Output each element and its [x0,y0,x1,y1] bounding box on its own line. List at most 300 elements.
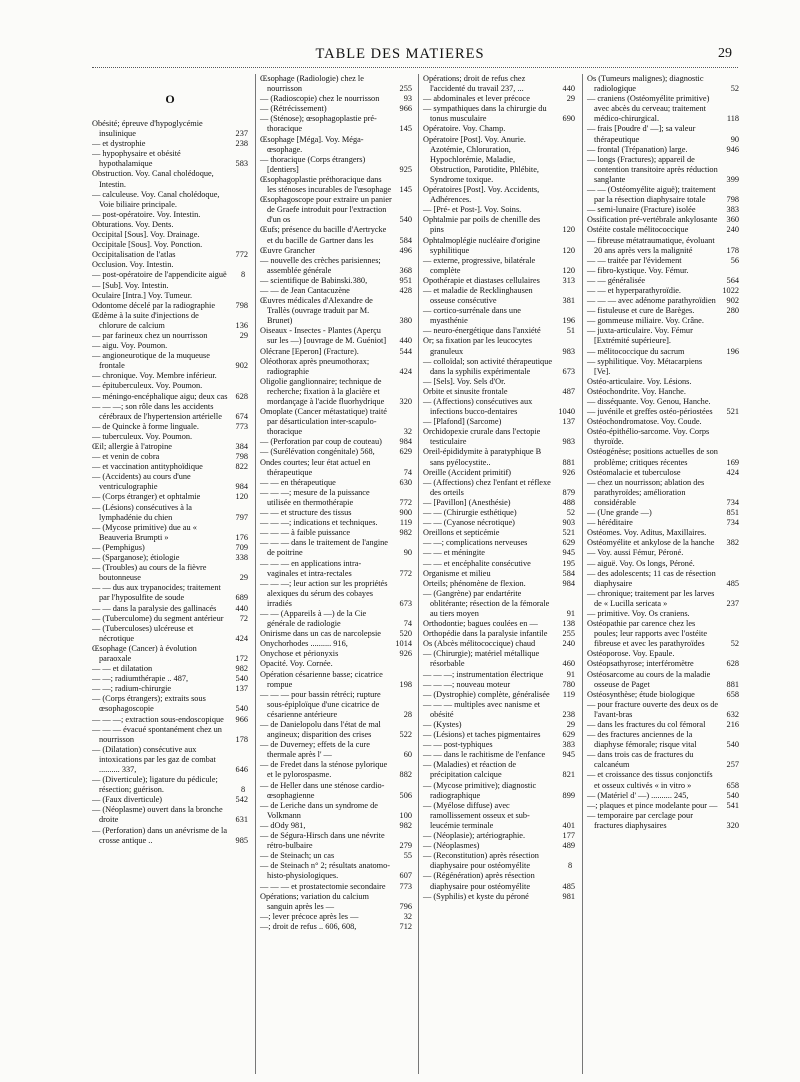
index-entry-term: — — et structure des tissus [260,508,352,518]
index-entry [587,730,739,750]
index-entry-term: — (Néoplasmes) [423,841,480,851]
index-entry-term: — pour fracture ouverte des deux os de l'avant-bras [587,699,719,719]
index-entry-term: Ophtalmie par poils de chenille des pins [423,215,541,235]
index-entry-page: 796 [399,901,412,911]
index-entry [587,256,739,266]
index-entry [587,124,739,144]
index-entry-page: 540 [726,790,739,800]
index-entry-page: 489 [562,841,575,851]
index-entry-page: 798 [235,452,248,462]
index-entry-page: 119 [399,518,412,528]
index-entry-term: — (Tuberculoses) ulcéreuse et nécrotique [92,623,194,643]
index-entry [423,468,575,478]
index-entry [260,629,412,639]
index-entry-term: — des fractures anciennes de la diaphyse fémorale; risque vital [587,730,697,750]
index-entry-term: Œsophagoscope pour extraire un panier de Graefe introduit pour l'extraction d'un os [260,195,392,225]
index-entry-term: — héréditaire [587,518,633,528]
index-entry-term: Os (Abcès mélitococcique) chaud [423,639,536,649]
index-entry-page: 982 [399,820,412,830]
index-entry [92,210,248,220]
index-entry [423,124,575,134]
index-entry [260,326,412,346]
index-entry [260,286,412,296]
index-entry [423,548,575,558]
index-entry-term: — mélitococcique du sacrum [587,346,685,356]
index-entry [423,286,575,306]
index-entry-page: 926 [562,467,575,477]
index-entry [92,503,248,523]
index-entry-term: — de Steinach; un cas [260,851,335,861]
index-entry-page: 137 [235,684,248,694]
index-entry-term: — (Diverticule); ligature du pédicule; résection; guérison. [92,775,218,795]
index-entry [260,488,412,508]
index-entry-term: — primitive. Voy. Os craniens. [587,608,690,618]
index-entry-page: 628 [726,659,739,669]
index-entry-page: 313 [562,275,575,285]
index-entry-term: — — — évacué spontanément chez un nourrisson [92,724,222,744]
index-entry [260,801,412,821]
index-entry [260,458,412,478]
index-entry [423,760,575,780]
index-entry-page: 607 [399,871,412,881]
index-entry-term: — et vaccination antityphoïdique [92,462,203,472]
index-entry-page: 29 [239,573,248,583]
index-entry-term: Orchidopexie crurale dans l'ectopie testiculaire [423,427,541,447]
index-entry-page: 540 [235,674,248,684]
index-entry [92,583,248,603]
index-entry [92,169,248,189]
index-entry [587,508,739,518]
index-entry-term: — (Matériel d' —) .......... 245, [587,790,689,800]
index-entry [260,912,412,922]
index-entry-term: Œuvres médicales d'Alexandre de Trallès (ouvrage traduit par M. Brunet) [260,296,373,326]
index-entry-term: Ostéochondrite. Voy. Hanche. [587,386,686,396]
index-entry-page: 899 [562,790,575,800]
index-entry-page: 383 [562,740,575,750]
index-entry-term: — des adolescents; 11 cas de résection diaphysaire [587,568,716,588]
index-entry [260,882,412,892]
index-entry-page: 90 [730,134,739,144]
index-entry-term: — cortico-surrénale dans une myasthénie [423,306,521,326]
index-entry-page: 985 [235,835,248,845]
index-entry [260,518,412,528]
index-entry-term: Occipitalisation de l'atlas [92,250,176,260]
index-entry-term: — (Perforation par coup de couteau) [260,437,382,447]
index-entry-page: 320 [726,820,739,830]
index-entry-term: Oligolie ganglionnaire; technique de recherche; fixation à la glacière et mordançage à l'acide fluorhydrique [260,376,385,406]
index-entry [587,518,739,528]
index-entry-page: 945 [562,548,575,558]
index-entry-page: 689 [235,593,248,603]
index-entry-term: — — —; son rôle dans les accidents cérébraux de l'hypertension artérielle [92,401,222,421]
index-entry [92,462,248,472]
index-entry-page: 176 [235,532,248,542]
index-entry-term: —; droit de refus .. 606, 608, [260,921,357,931]
index-entry-page: 946 [726,144,739,154]
index-entry-page: 440 [399,336,412,346]
index-entry-page: 882 [399,770,412,780]
index-entry-page: 903 [562,518,575,528]
index-entry-page: 29 [566,720,575,729]
index-entry-term: — (Surélévation congénitale) 568, [260,447,375,457]
index-entry [587,548,739,558]
index-entry [92,745,248,775]
index-entry-term: — aiguë. Voy. Os longs, Péroné. [587,558,695,568]
index-entry [587,468,739,478]
index-entry-page: 257 [726,760,739,770]
index-entry-term: Obturations. Voy. Dents. [92,219,174,229]
index-entry [423,619,575,629]
index-entry-page: 52 [566,508,575,518]
index-entry [423,538,575,548]
index-entry [423,680,575,690]
index-entry-term: — — —; mesure de la puissance utilisée en thermothérapie [260,487,370,507]
index-entry-page: 460 [562,659,575,669]
index-entry [260,781,412,801]
index-entry-term: — de Quincke à forme linguale. [92,421,199,431]
index-entry-term: — [Pavillon] (Anesthésie) [423,497,511,507]
index-entry-page: 51 [566,326,575,336]
index-entry [587,276,739,286]
index-entry [92,452,248,462]
index-entry [587,145,739,155]
index-entry [423,629,575,639]
index-entry [92,442,248,452]
index-entry [423,871,575,891]
index-entry-term: — — de Jean Cantacuzène [260,285,350,295]
index-entry-term: Oculaire [Intra.] Voy. Tumeur. [92,290,193,300]
index-entry-term: — semi-lunaire (Fracture) isolée [587,205,696,215]
index-entry-page: 673 [562,366,575,376]
index-entry-term: Oléothorax après pneumothorax; radiographie [260,356,370,376]
index-entry-page: 120 [562,245,575,255]
index-entry-term: — craniens (Ostéomyélite primitive) avec abcès du cerveau; traitement médico-chirurgical. [587,94,710,124]
index-entry-term: Orthopédie dans la paralysie infantile [423,629,548,639]
index-entry [587,387,739,397]
index-entry-page: 237 [726,598,739,608]
index-entry-term: — sympathiques dans la chirurgie du tonus musculaire [423,104,547,124]
index-entry-term: — (Sténose); œsophagoplastie pré-thoracique [260,114,377,134]
index-entry-page: 925 [399,164,412,174]
index-entry-page: 196 [726,346,739,356]
index-entry-term: — longs (Fractures); appareil de contention transitoire après réduction sanglante [587,154,718,184]
index-entry [423,417,575,427]
index-entry-term: — [Sub]. Voy. Intestin. [92,280,169,290]
index-entry [423,205,575,215]
index-entry-term: — — —; leur action sur les propriétés alexiques du sérum des cobayes irradiés [260,578,388,608]
index-entry-page: 521 [726,407,739,417]
index-entry [587,750,739,770]
index-entry [92,240,248,250]
index-entry-page: 90 [403,548,412,558]
index-entry-term: Oreil-épididymite à paratyphique B sans pyélocystite.. [423,447,542,467]
index-entry-page: 584 [562,568,575,578]
index-entry [92,220,248,230]
index-entry-term: — [Pré- et Post-]. Voy. Soins. [423,205,522,215]
index-entry-page: 384 [235,442,248,451]
index-entry [587,397,739,407]
index-entry-term: — —; radiumthérapie .. 487, [92,674,189,684]
index-entry-term: — — — et prostatectomie secondaire [260,881,386,891]
index-entry [92,563,248,583]
index-entry [423,851,575,871]
index-entry-term: — de Leriche dans un syndrome de Volkmann [260,800,378,820]
index-entry-page: 1040 [558,407,575,417]
index-columns [92,74,738,1074]
index-entry-page: 485 [562,881,575,891]
index-entry [423,831,575,841]
index-entry [260,670,412,690]
index-entry [587,326,739,346]
index-entry-page: 8 [247,270,248,280]
index-entry-page: 240 [726,225,739,235]
index-entry-term: Occlusion. Voy. Intestin. [92,260,174,270]
index-entry-page: 900 [399,508,412,518]
index-entry-term: Œufs; présence du bacille d'Aertrycke et du bacille de Gartner dans les [260,225,387,245]
index-entry [423,478,575,498]
index-entry-term: Œsophage [Méga]. Voy. Méga-œsophage. [260,134,364,154]
index-entry-term: — — en thérapeutique [260,477,336,487]
index-entry-term: Or; sa fixation par les leucocytes granuleux [423,336,532,356]
index-entry [260,155,412,175]
index-entry-page: 280 [726,306,739,316]
index-entry [423,508,575,518]
index-entry [423,892,575,902]
index-column-1 [92,74,248,1074]
index-entry [587,236,739,256]
index-entry [587,266,739,276]
index-entry-term: Œdème à la suite d'injections de chlorure de calcium [92,310,199,330]
index-entry [92,392,248,402]
index-entry-term: — — généralisée [587,275,646,285]
index-entry-term: Ostéosynthèse; étude biologique [587,689,695,699]
index-entry [587,306,739,316]
index-entry [92,371,248,381]
index-entry [92,805,248,825]
index-entry-page: 902 [726,296,739,306]
index-entry-page: 279 [399,841,412,851]
index-entry-term: — —; radium-chirurgie [92,684,172,694]
index-entry-term: — — et méningite [423,548,485,558]
index-entry-page: 380 [399,316,412,326]
index-entry-page: 632 [726,709,739,719]
index-entry [587,670,739,690]
index-entry-page: 646 [235,765,248,774]
index-entry-term: — (Rétrécissement) [260,104,327,114]
index-entry-term: — — — à faible puissance [260,528,351,538]
index-entry [423,236,575,256]
index-entry-page: 881 [726,679,739,689]
index-entry [260,609,412,629]
index-entry-page: 822 [235,462,248,472]
index-entry [587,447,739,467]
index-entry-term: — post-opératoire de l'appendicite aiguë [92,270,227,280]
index-entry [587,649,739,659]
index-entry-term: — juvénile et greffes ostéo-périostées [587,407,713,417]
index-entry-term: — et venin de cobra [92,452,160,462]
index-entry [92,543,248,553]
index-entry [423,750,575,760]
index-entry-term: — (Perforation) dans un anévrisme de la crosse antique .. [92,825,228,845]
index-entry-term: — (Gangrène) par endartérite oblitérante; résection de la fémorale au tiers moyen [423,588,550,618]
index-entry-page: 118 [726,114,739,124]
index-entry-term: Œil; allergie à l'atropine [92,442,172,451]
index-entry [423,740,575,750]
index-entry-term: — (Faux diverticule) [92,795,163,805]
index-entry-page: 177 [562,831,575,841]
index-entry [260,246,412,256]
index-entry-page: 945 [562,750,575,760]
index-entry-term: — par farineux chez un nourrisson [92,330,208,340]
index-entry-page: 255 [562,629,575,639]
index-entry-term: — fibreuse métatraumatique, évoluant 20 ans après vers la malignité [587,235,715,255]
index-entry-page: 983 [562,346,575,356]
index-entry-page: 32 [403,427,412,437]
header-rule [92,67,738,68]
index-entry-term: — dans trois cas de fractures du calcanéum [587,750,694,770]
index-entry [587,559,739,569]
index-entry [92,472,248,492]
index-entry [92,664,248,674]
index-entry-page: 237 [235,129,248,139]
index-entry [92,341,248,351]
index-entry-page: 584 [399,235,412,245]
index-entry-term: — (Syphilis) et kyste du péroné [423,891,529,901]
index-entry-page: 145 [399,185,412,195]
index-entry [92,614,248,624]
index-entry-page: 674 [235,411,248,421]
index-entry-term: Ostéosarcome au cours de la maladie osseuse de Paget [587,669,711,689]
index-entry-term: — frontal (Trépanation) large. [587,144,688,154]
index-entry-term: — — — en applications intra-vaginales et intra-rectales [260,558,362,578]
index-entry [587,296,739,306]
index-entry-page: 120 [562,225,575,235]
index-entry [423,781,575,801]
index-entry-page: 368 [399,265,412,275]
index-entry-term: Œsophage (Radiologie) chez le nourrisson [260,74,364,94]
index-entry-term: Ostéogénèse; positions actuelles de son problème; critiques récentes [587,447,718,467]
index-entry-term: Ostéite costale mélitococcique [587,225,689,235]
index-entry-page: 881 [562,457,575,467]
index-entry-page: 8 [247,785,248,795]
index-entry [92,694,248,714]
index-entry-term: — de Fredet dans la sténose pylorique et le pylorospasme. [260,760,388,780]
index-entry-page: 382 [726,538,739,548]
index-entry-page: 773 [399,881,412,891]
index-entry-term: — scientifique de Babinski.380, [260,275,368,285]
index-entry-term: Organisme et milieu [423,568,491,578]
index-entry [587,427,739,447]
index-entry-term: — (Affections) consécutives aux infections bucco-dentaires [423,397,533,417]
index-entry-term: Œsophage (Cancer) à évolution paraoxale [92,643,197,663]
index-entry-page: 583 [235,159,248,169]
index-entry-term: — — —; instrumentation électrique [423,669,544,679]
index-entry [587,185,739,205]
index-entry-page: 851 [726,508,739,518]
index-entry [260,851,412,861]
index-entry-page: 772 [399,568,412,578]
index-entry-page: 145 [399,124,412,134]
index-entry-term: — frais [Poudre d' —]; sa valeur thérapeutique [587,124,696,144]
index-entry-term: — et dystrophie [92,139,146,149]
index-entry [92,270,248,280]
index-entry [587,347,739,357]
index-entry-page: 522 [399,730,412,740]
index-entry-term: — temporaire par cerclage pour fractures diaphysaires [587,810,693,830]
index-entry-term: — — et dilatation [92,664,153,674]
index-entry-term: Orteils; phénomène de flexion. [423,578,526,588]
index-entry-page: 798 [726,195,739,205]
index-entry [423,730,575,740]
index-entry-term: — gommeuse miliaire. Voy. Crâne. [587,316,704,326]
index-entry [423,801,575,831]
index-entry-term: Ostéomes. Voy. Aditus, Maxillaires. [587,528,707,538]
index-entry-term: — — — avec adénome parathyroïdien [587,296,716,306]
index-entry [423,215,575,235]
index-entry-page: 629 [562,538,575,548]
index-entry-term: Obésité; épreuve d'hypoglycémie insulinique [92,119,203,139]
index-entry [587,316,739,326]
index-entry-page: 772 [399,497,412,507]
index-entry-term: — — dans la paralysie des gallinacés [92,603,217,613]
index-entry-page: 488 [562,497,575,507]
index-column-2 [255,74,412,1074]
index-entry [587,589,739,609]
index-entry-page: 1014 [395,639,412,649]
index-entry [423,528,575,538]
index-entry-page: 981 [562,891,575,901]
index-entry-page: 440 [235,603,248,613]
index-entry [260,508,412,518]
index-entry [423,336,575,356]
index-entry [423,397,575,417]
index-entry-term: — de Steinach n° 2; résultats anatomo-histo-physiologiques. [260,861,391,881]
index-entry [260,114,412,134]
index-entry-term: — de Ségura-Hirsch dans une névrite rétro-bulbaire [260,831,385,851]
index-entry-page: 178 [726,245,739,255]
index-entry [92,523,248,543]
index-entry [92,351,248,371]
index-entry-page: 136 [235,320,248,330]
index-entry-page: 72 [239,613,248,623]
index-entry-page: 951 [399,275,412,285]
index-entry [587,74,739,94]
index-entry-page: 196 [562,316,575,326]
index-entry [423,377,575,387]
index-entry-term: — (Radioscopie) chez le nourrisson [260,94,380,104]
index-entry [260,296,412,326]
index-entry [260,437,412,447]
index-entry [92,402,248,422]
index-entry [92,432,248,442]
index-entry-page: 772 [235,250,248,260]
index-entry [92,674,248,684]
index-entry [587,801,739,811]
index-entry-page: 428 [399,285,412,295]
index-entry-term: Orthodontie; bagues coulées en — [423,619,538,629]
index-entry-page: 424 [726,467,739,477]
index-entry [587,770,739,790]
index-entry [92,826,248,846]
index-entry-page: 100 [399,810,412,820]
index-entry [92,795,248,805]
index-entry-term: — (Chirurgie); matériel métallique résorbable [423,649,540,669]
index-entry-term: —; plaques et pince modelante pour — [587,800,718,810]
index-entry [587,94,739,124]
index-entry-term: — calculeuse. Voy. Canal cholédoque, Voie biliaire principale. [92,189,220,209]
index-entry-term: — — et hyperparathyroïdie. [587,285,682,295]
index-entry-term: Os (Tumeurs malignes); diagnostic radiologique [587,74,704,94]
